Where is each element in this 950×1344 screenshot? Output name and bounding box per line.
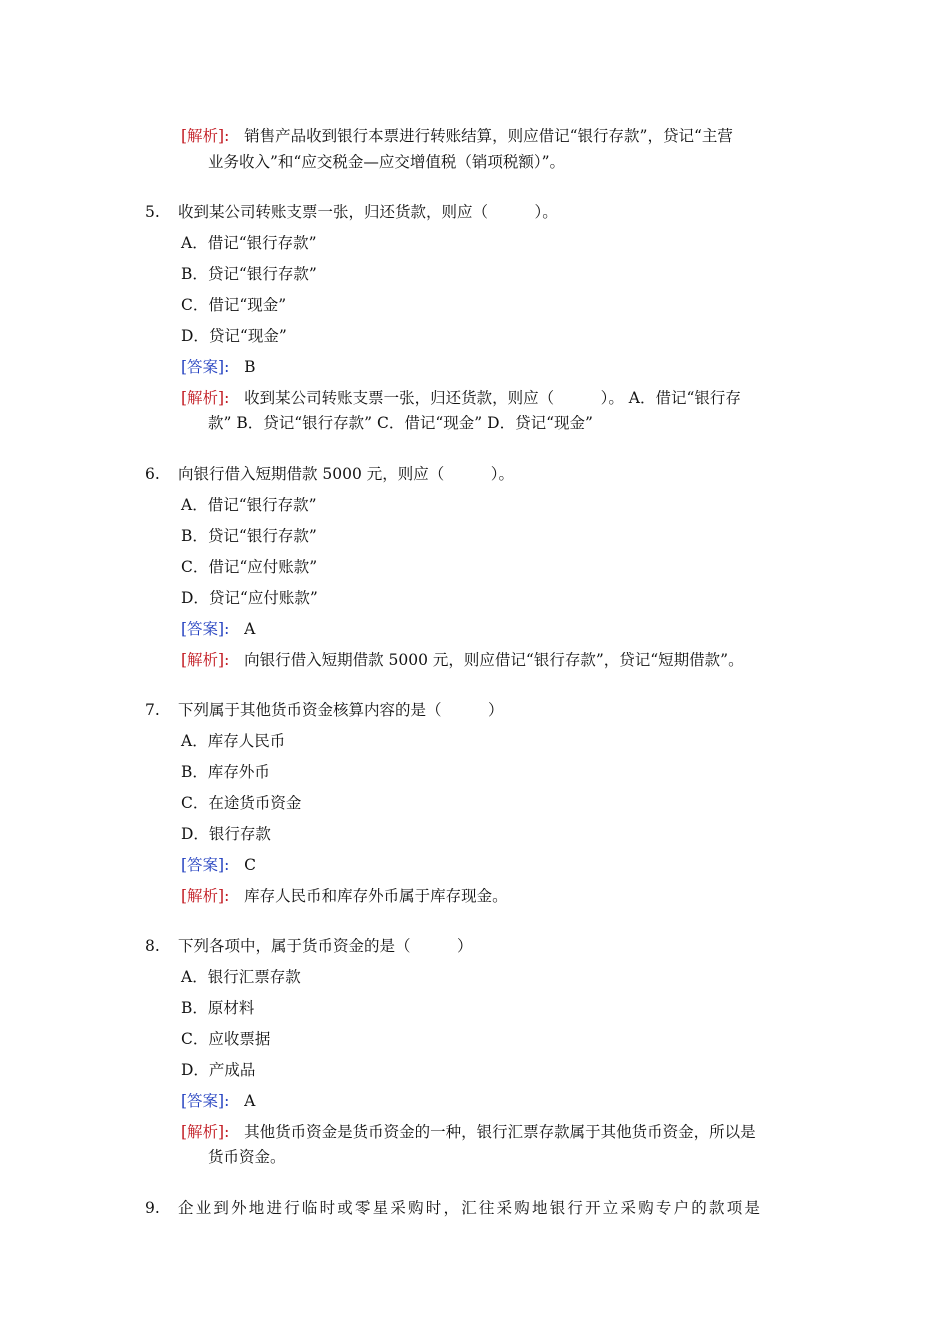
answer-value: A [244, 620, 256, 638]
option-c: C．借记“应付账款” [181, 558, 318, 576]
answer-value: B [244, 358, 256, 376]
answer-row [181, 355, 256, 379]
question-number: 8. [145, 937, 160, 955]
question-number: 7. [145, 701, 160, 719]
option-b: B．库存外币 [181, 763, 270, 781]
analysis-text-continued: 业务收入”和“应交税金—应交增值税（销项税额）”。 [208, 153, 566, 171]
question-text: 企业到外地进行临时或零星采购时，汇往采购地银行开立采购专户的款项是 [178, 1199, 763, 1217]
option-b: B．贷记“银行存款” [181, 527, 317, 545]
analysis-row [181, 648, 744, 672]
analysis-text-continued: 款” B．贷记“银行存款” C．借记“现金” D．贷记“现金” [208, 414, 593, 432]
analysis-text: 库存人民币和库存外币属于库存现金。 [244, 887, 508, 905]
question-text: 下列属于其他货币资金核算内容的是（ ） [178, 701, 504, 719]
option-a: A．银行汇票存款 [181, 968, 301, 986]
answer-tag: [答案]: [181, 856, 230, 874]
option-d: D．银行存款 [181, 825, 271, 843]
analysis-text: 销售产品收到银行本票进行转账结算，则应借记“银行存款”，贷记“主营 [244, 127, 733, 145]
answer-row [181, 853, 256, 877]
answer-tag: [答案]: [181, 358, 230, 376]
option-c: C．在途货币资金 [181, 794, 302, 812]
question-text: 收到某公司转账支票一张，归还货款，则应（ ）。 [178, 203, 558, 221]
answer-tag: [答案]: [181, 620, 230, 638]
analysis-tag: [解析]: [181, 651, 230, 669]
analysis-row [181, 884, 508, 908]
option-a: A．借记“银行存款” [181, 234, 317, 252]
answer-row [181, 617, 255, 641]
analysis-row [181, 386, 741, 410]
analysis-tag: [解析]: [181, 1123, 230, 1141]
option-d: D．贷记“现金” [181, 327, 287, 345]
option-a: A．库存人民币 [181, 732, 286, 750]
question-text: 向银行借入短期借款 5000 元，则应（ ）。 [178, 465, 515, 483]
analysis-text: 向银行借入短期借款 5000 元，则应借记“银行存款”，贷记“短期借款”。 [244, 651, 744, 669]
option-a: A．借记“银行存款” [181, 496, 317, 514]
analysis-tag: [解析]: [181, 887, 230, 905]
option-c: C．借记“现金” [181, 296, 287, 314]
question-text: 下列各项中，属于货币资金的是（ ） [178, 937, 473, 955]
question-number: 6. [145, 465, 160, 483]
option-b: B．原材料 [181, 999, 255, 1017]
option-d: D．贷记“应付账款” [181, 589, 318, 607]
analysis-row [181, 124, 733, 148]
option-b: B．贷记“银行存款” [181, 265, 317, 283]
answer-row [181, 1089, 255, 1113]
answer-value: C [244, 856, 256, 874]
answer-value: A [244, 1092, 256, 1110]
option-d: D．产成品 [181, 1061, 256, 1079]
option-c: C．应收票据 [181, 1030, 271, 1048]
question-number: 9. [145, 1199, 160, 1217]
analysis-tag: [解析]: [181, 389, 230, 407]
analysis-row [181, 1120, 756, 1144]
analysis-text: 收到某公司转账支票一张，归还货款，则应（ ）。 A．借记“银行存 [244, 389, 741, 407]
analysis-text-continued: 货币资金。 [208, 1148, 286, 1166]
analysis-text: 其他货币资金是货币资金的一种，银行汇票存款属于其他货币资金，所以是 [244, 1123, 756, 1141]
question-number: 5. [145, 203, 160, 221]
analysis-tag: [解析]: [181, 127, 230, 145]
answer-tag: [答案]: [181, 1092, 230, 1110]
